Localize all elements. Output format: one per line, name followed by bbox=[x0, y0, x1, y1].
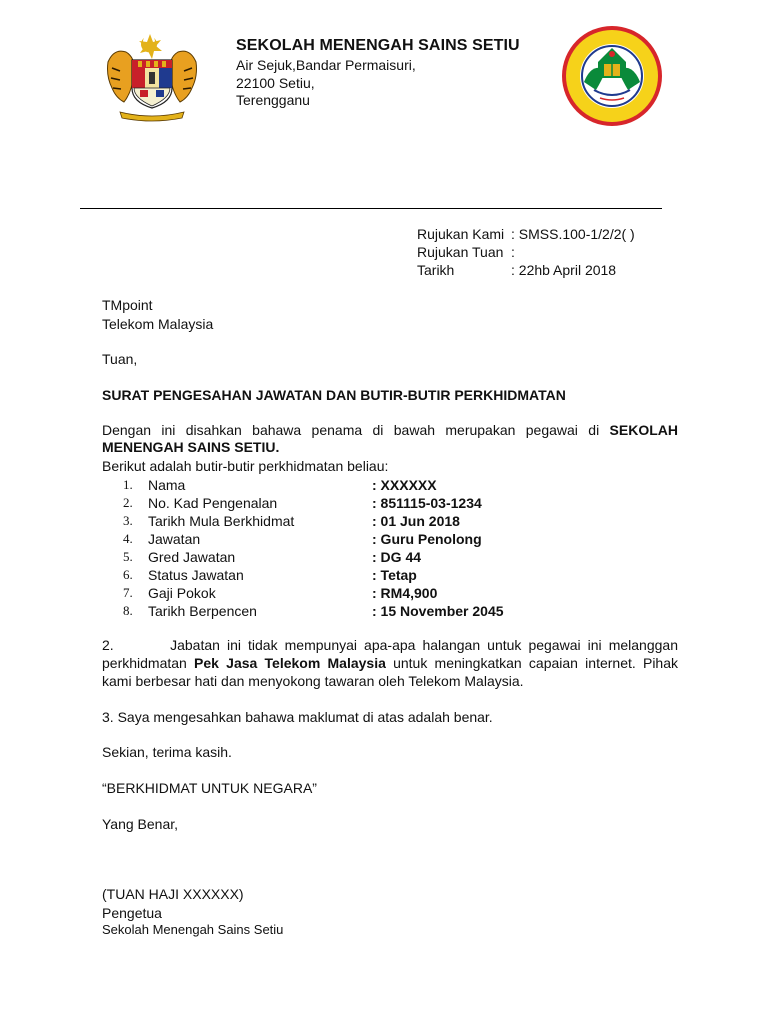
intro-line-2: Berikut adalah butir-butir perkhidmatan beliau: bbox=[102, 458, 389, 474]
detail-label: Jawatan bbox=[148, 531, 201, 547]
recipient-line-2: Telekom Malaysia bbox=[102, 316, 214, 332]
detail-row bbox=[102, 512, 522, 530]
detail-number: 4. bbox=[123, 531, 133, 546]
detail-label: No. Kad Pengenalan bbox=[148, 495, 278, 511]
detail-value: : XXXXXX bbox=[372, 477, 437, 493]
detail-value: : DG 44 bbox=[372, 549, 422, 565]
intro-school-name: SEKOLAH MENENGAH SAINS SETIU. bbox=[102, 422, 678, 455]
address-line-1: Air Sejuk,Bandar Permaisuri, bbox=[236, 57, 416, 73]
intro-text: Dengan ini disahkan bahawa penama di bawah merupakan pegawai di bbox=[102, 422, 600, 438]
letterhead-divider bbox=[80, 208, 662, 209]
detail-value: : 15 November 2045 bbox=[372, 603, 504, 619]
detail-number: 8. bbox=[123, 603, 133, 618]
detail-number: 5. bbox=[123, 549, 133, 564]
salutation: Tuan, bbox=[102, 351, 138, 367]
reference-key: Tarikh bbox=[417, 262, 455, 278]
address-line-3: Terengganu bbox=[236, 92, 310, 108]
detail-value: : RM4,900 bbox=[372, 585, 438, 601]
signatory-organisation: Sekolah Menengah Sains Setiu bbox=[102, 922, 284, 937]
reference-row bbox=[417, 244, 515, 260]
paragraph-2-text-2: untuk meningkatkan capaian internet. Pihak kami berbesar hati dan menyokong tawaran oleh Telekom Malaysia. bbox=[102, 655, 679, 689]
closing-line: Sekian, terima kasih. bbox=[102, 744, 232, 760]
paragraph-2 bbox=[102, 636, 678, 690]
paragraph-2-number: 2. bbox=[102, 637, 114, 653]
detail-number: 3. bbox=[123, 513, 133, 528]
detail-row bbox=[102, 584, 522, 602]
detail-value: : Guru Penolong bbox=[372, 531, 482, 547]
paragraph-2-text-1: Jabatan ini tidak mempunyai apa-apa halangan untuk pegawai ini melanggan perkhidmatan bbox=[102, 637, 678, 671]
signatory-name: (TUAN HAJI XXXXXX) bbox=[102, 886, 244, 902]
motto: “BERKHIDMAT UNTUK NEGARA” bbox=[102, 780, 317, 796]
detail-value: : Tetap bbox=[372, 567, 417, 583]
detail-row bbox=[102, 548, 522, 566]
yang-benar: Yang Benar, bbox=[102, 816, 179, 832]
detail-number: 7. bbox=[123, 585, 133, 600]
detail-number: 2. bbox=[123, 495, 133, 510]
paragraph-2-service-name: Pek Jasa Telekom Malaysia bbox=[194, 655, 386, 671]
school-name-heading: SEKOLAH MENENGAH SAINS SETIU bbox=[236, 37, 520, 54]
address-line-2: 22100 Setiu, bbox=[236, 75, 315, 91]
reference-value: : bbox=[511, 244, 515, 260]
reference-row bbox=[417, 262, 616, 278]
detail-label: Gaji Pokok bbox=[148, 585, 216, 601]
detail-row bbox=[102, 476, 522, 494]
detail-value: : 01 Jun 2018 bbox=[372, 513, 460, 529]
reference-value: : SMSS.100-1/2/2( ) bbox=[511, 226, 635, 242]
letter-subject: SURAT PENGESAHAN JAWATAN DAN BUTIR-BUTIR PERKHIDMATAN bbox=[102, 387, 566, 403]
detail-row bbox=[102, 530, 522, 548]
intro-paragraph bbox=[102, 422, 678, 456]
paragraph-3: 3. Saya mengesahkan bahawa maklumat di atas adalah benar. bbox=[102, 709, 493, 725]
coat-of-arms-logo bbox=[100, 32, 204, 124]
reference-value: : 22hb April 2018 bbox=[511, 262, 617, 278]
reference-key: Rujukan Kami bbox=[417, 226, 505, 242]
reference-key: Rujukan Tuan bbox=[417, 244, 504, 260]
detail-row bbox=[102, 602, 522, 620]
detail-row bbox=[102, 494, 522, 512]
reference-row bbox=[417, 226, 635, 242]
detail-label: Tarikh Berpencen bbox=[148, 603, 257, 619]
detail-value: : 851115-03-1234 bbox=[372, 495, 482, 511]
detail-number: 1. bbox=[123, 477, 133, 492]
detail-number: 6. bbox=[123, 567, 133, 582]
detail-label: Tarikh Mula Berkhidmat bbox=[148, 513, 295, 529]
detail-label: Gred Jawatan bbox=[148, 549, 236, 565]
school-logo bbox=[560, 24, 664, 128]
signatory-title: Pengetua bbox=[102, 905, 162, 921]
detail-label: Nama bbox=[148, 477, 186, 493]
service-details-list bbox=[102, 476, 522, 620]
detail-label: Status Jawatan bbox=[148, 567, 244, 583]
detail-row bbox=[102, 566, 522, 584]
recipient-line-1: TMpoint bbox=[102, 297, 153, 313]
